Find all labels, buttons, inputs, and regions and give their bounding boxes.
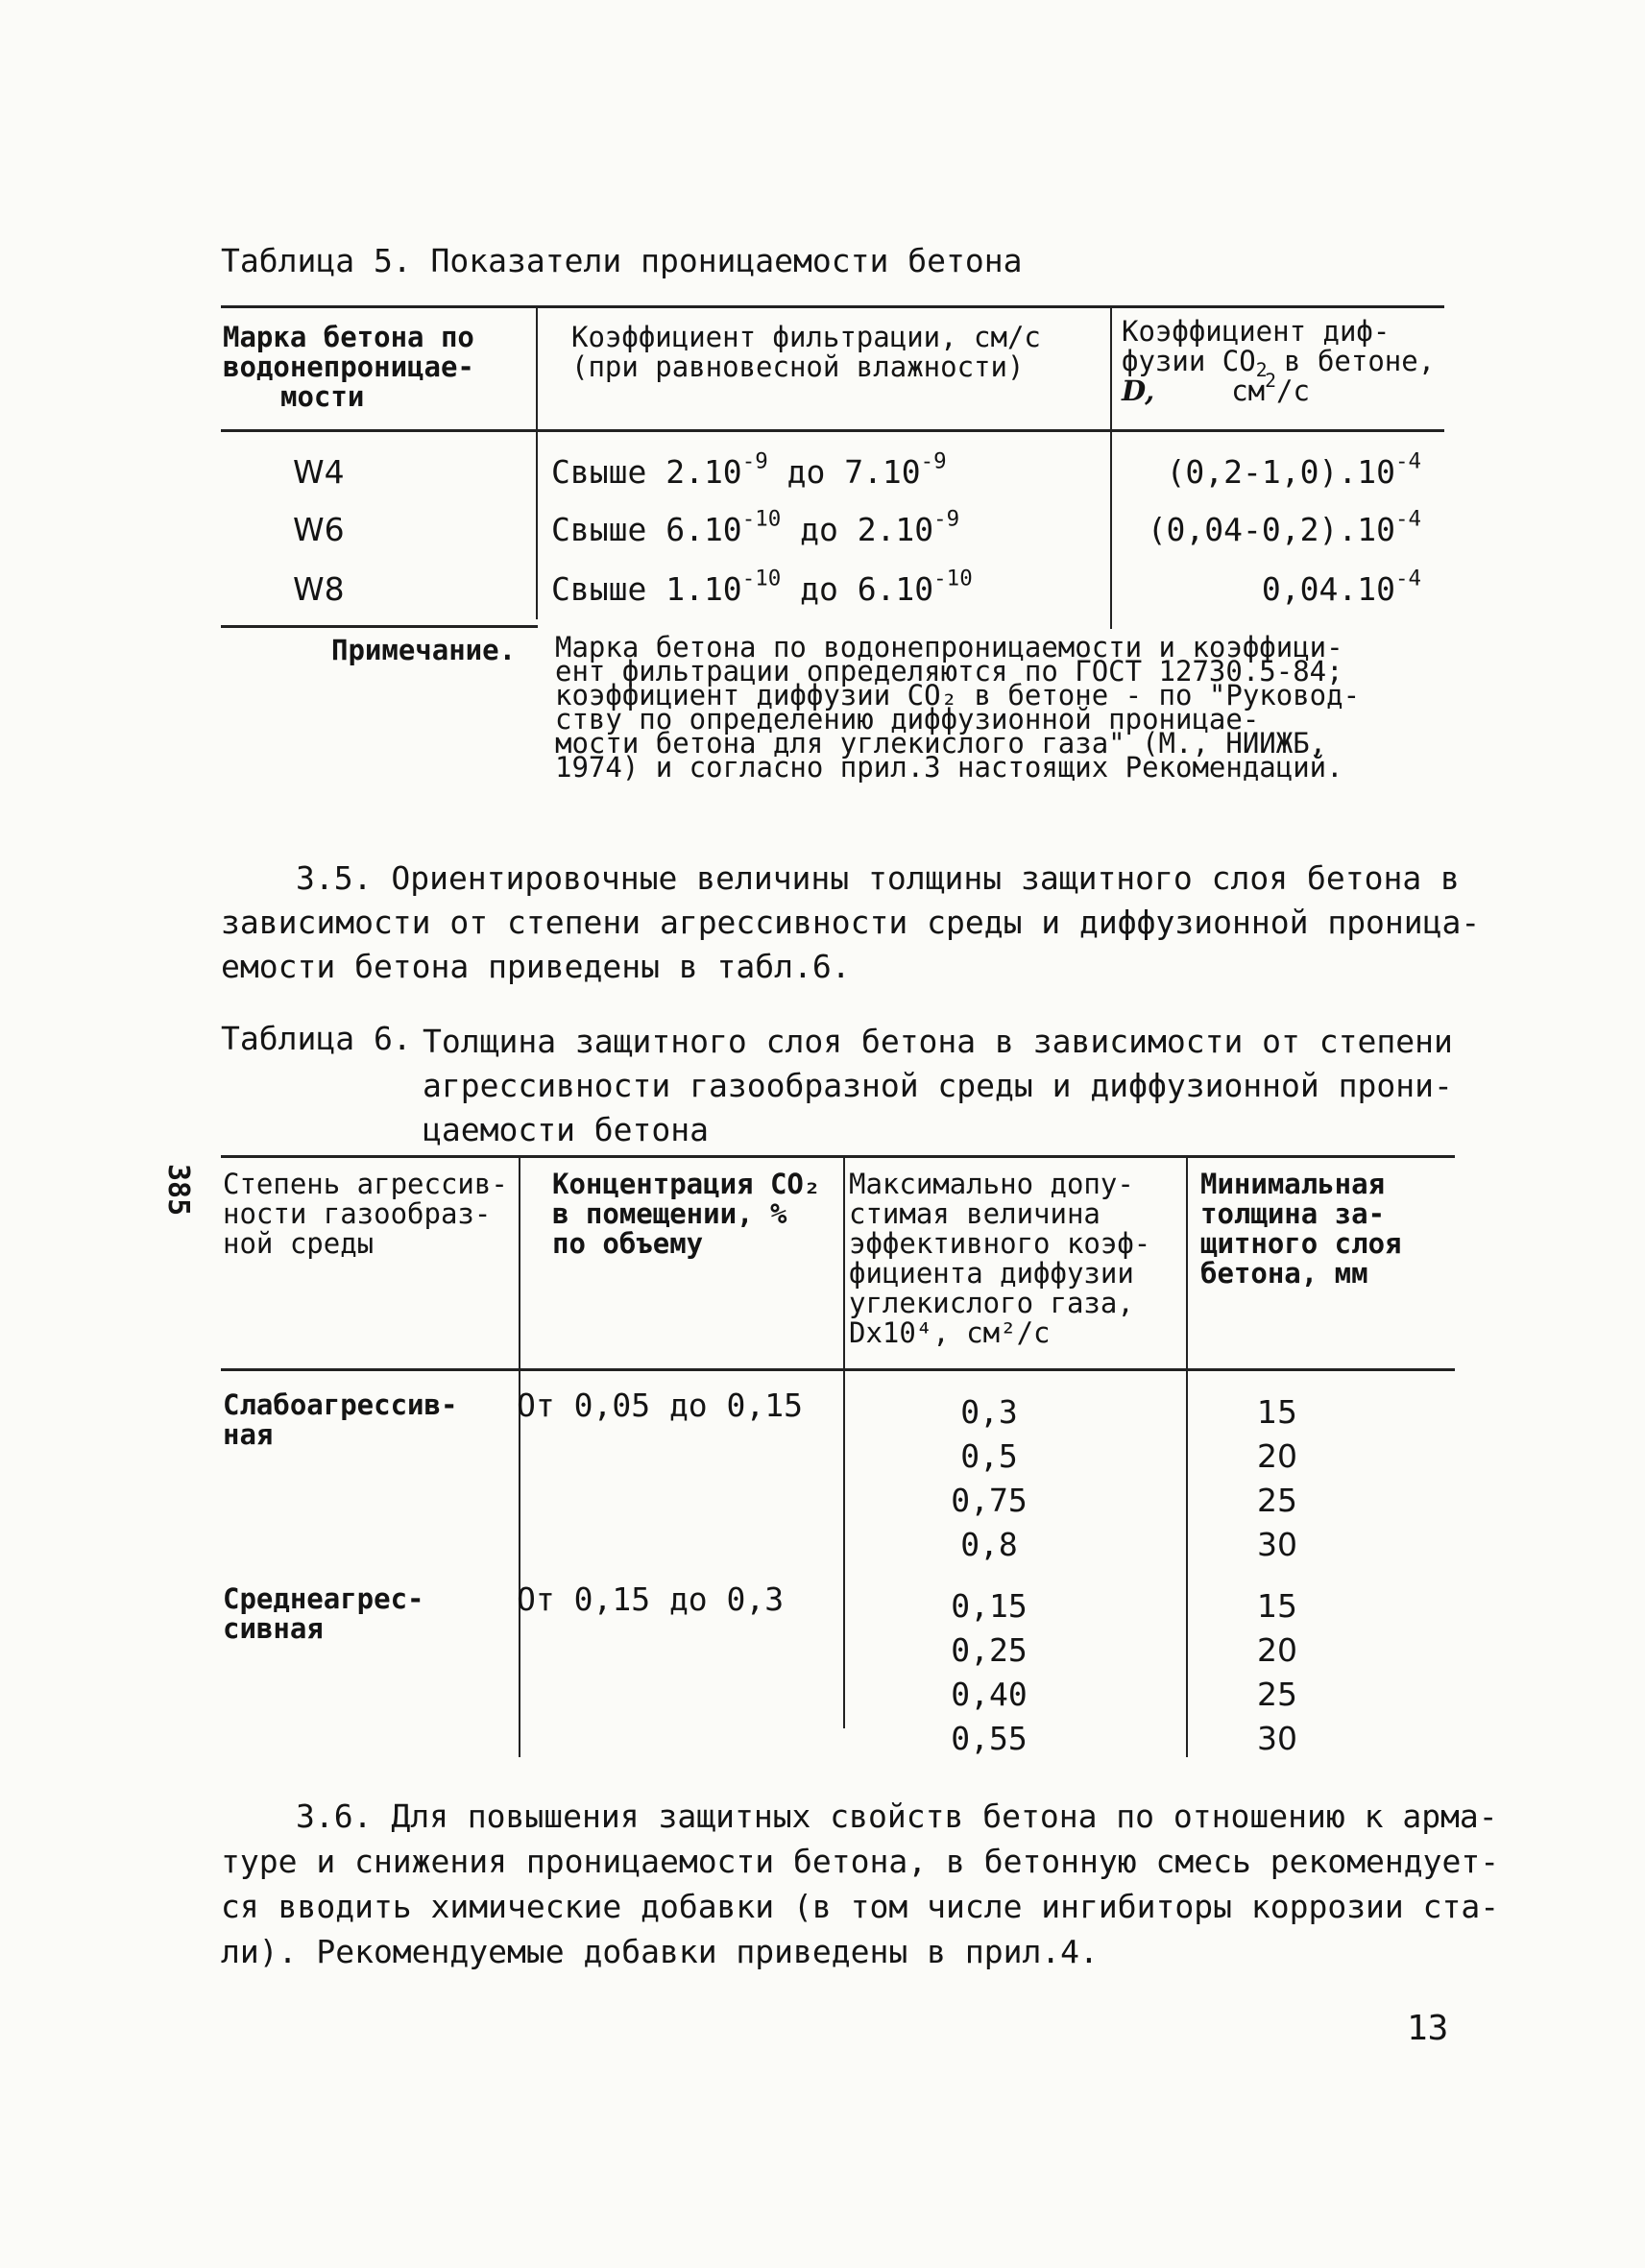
table6-group1-degree: Слабоагрессив- ная	[223, 1388, 458, 1451]
table5-caption: Таблица 5. Показатели проницаемости бетона	[221, 242, 1023, 279]
table6-group2-diffusion: 0,15 0,25 0,40 0,55	[951, 1587, 1028, 1757]
table5-header-filtration: Коэффициент фильтрации, см/с (при равновесной влажности)	[571, 321, 1041, 383]
margin-page-number: 385	[161, 1164, 195, 1217]
table6-group2-degree: Среднеагрес- сивная	[223, 1582, 424, 1645]
table5-row-w8-grade: W8	[293, 570, 345, 608]
table6-header-thickness: Минимальная толщина за- щитного слоя бетона, мм	[1200, 1168, 1402, 1290]
table6-col-divider-1	[519, 1157, 520, 1757]
table5-row-w6-filtration: Свыше $6.10^{-10}$ до $2.10^{-9}$	[551, 506, 960, 548]
table5-header-diffusion: Коэффициент диф- фузии $СО_2$ в бетоне, D, $см^2/с$	[1122, 315, 1436, 407]
table5-row-w4-grade: W4	[293, 453, 345, 491]
paragraph-3-5: 3.5. Ориентировочные величины толщины защитного слоя бетона в зависимости от степени агрессивности среды и диффузионной проница- емости бетона приведены в табл.6.	[221, 859, 1481, 985]
table6-group2-thickness: 15 20 25 30	[1257, 1587, 1297, 1757]
table6-group1-thickness: 15 20 25 30	[1257, 1393, 1297, 1563]
note-body: Марка бетона по водонепроницаемости и коэффици- ент фильтрации определяются по ГОСТ 12730.5-84; коэффициент диффузии СО₂ в бетоне - по "Руковод- ству по определению диффузионной проницае- мости бетона для углекислого газа" (М., НИИЖБ, 1974) и согласно прил.3 настоящих Рекомендаций.	[555, 631, 1361, 784]
note-label: Примечание.	[331, 634, 517, 666]
table5-row-w8-diffusion: $0,04.10^{-4}$	[1261, 566, 1421, 608]
table5-col-divider-2	[1110, 307, 1112, 629]
table5-row-w8-filtration: Свыше $1.10^{-10}$ до $6.10^{-10}$	[551, 566, 973, 608]
table6-header-rule	[221, 1368, 1455, 1371]
table5-row-w6-diffusion: $(0,04-0,2).10^{-4}$	[1147, 506, 1421, 548]
table6-header-diffusion: Максимально допу- стимая величина эффективного коэф- фициента диффузии углекислого газа, Dx10⁴, см²/с	[849, 1168, 1151, 1349]
paragraph-3-6: 3.6. Для повышения защитных свойств бетона по отношению к арма- туре и снижения проницаемости бетона, в бетонную смесь рекомендует- ся вводить химические добавки (в том числе ингибиторы коррозии ста- ли). Рекомендуемые добавки приведены в прил.4.	[221, 1798, 1500, 1970]
table5-bottom-rule	[221, 625, 538, 628]
table5-top-rule	[221, 305, 1444, 308]
table5-header-grade: Марка бетона по водонепроницае- мости	[223, 321, 474, 413]
table6-col-divider-3	[1186, 1157, 1188, 1757]
table6-header-concentration: Концентрация СО₂ в помещении, % по объему	[552, 1168, 821, 1260]
table5-col-divider-1	[536, 307, 538, 619]
table6-col-divider-2	[843, 1157, 845, 1728]
table6-caption: Толщина защитного слоя бетона в зависимости от степени агрессивности газообразной среды и диффузионной прони- цаемости бетона	[423, 1023, 1453, 1148]
table6-group1-concentration: От 0,05 до 0,15	[517, 1387, 804, 1424]
table6-group2-concentration: От 0,15 до 0,3	[517, 1580, 785, 1618]
table5-row-w4-diffusion: $(0,2-1,0).10^{-4}$	[1166, 448, 1421, 491]
table6-group1-diffusion: 0,3 0,5 0,75 0,8	[951, 1393, 1028, 1563]
table5-header-rule	[221, 429, 1444, 432]
table6-top-rule	[221, 1155, 1455, 1158]
page-number: 13	[1407, 2009, 1449, 2048]
table5-row-w4-filtration: Свыше $2.10^{-9}$ до $7.10^{-9}$	[551, 448, 947, 491]
table6-header-degree: Степень агрессив- ности газообраз- ной среды	[223, 1168, 508, 1260]
table5-row-w6-grade: W6	[293, 511, 345, 548]
table6-caption-prefix: Таблица 6.	[221, 1020, 412, 1057]
